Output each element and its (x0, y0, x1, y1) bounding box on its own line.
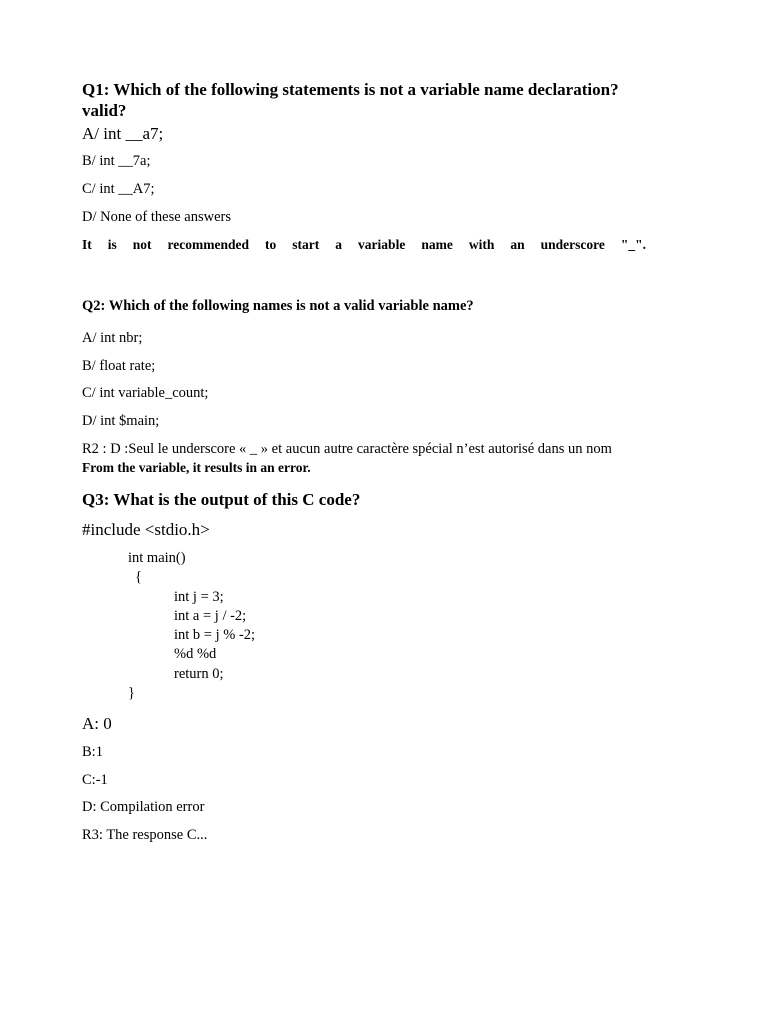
code-line: return 0; (174, 666, 224, 682)
code-line: int b = j % -2; (174, 627, 256, 643)
q3-option-c: C:-1 (82, 772, 108, 788)
code-close-brace: } (128, 685, 135, 701)
q1-option-a: A/ int __a7; (82, 124, 164, 143)
q3-answer: R3: The response C... (82, 827, 208, 843)
q2-answer-line1: R2 : D :Seul le underscore « _ » et aucun autre caractère spécial n’est autorisé dans un nom (82, 441, 612, 457)
q2-option-c: C/ int variable_count; (82, 385, 209, 401)
q3-option-d: D: Compilation error (82, 799, 205, 815)
code-include-line: #include <stdio.h> (82, 520, 210, 539)
q1-title-line1: Q1: Which of the following statements is not a variable name declaration? (82, 80, 619, 99)
q1-option-d: D/ None of these answers (82, 209, 231, 225)
q2-option-d: D/ int $main; (82, 413, 160, 429)
code-open-brace: { (135, 569, 142, 585)
q3-title: Q3: What is the output of this C code? (82, 490, 361, 509)
code-line: %d %d (174, 646, 217, 662)
q2-title: Q2: Which of the following names is not a valid variable name? (82, 298, 474, 314)
q3-option-a: A: 0 (82, 714, 112, 733)
q2-option-a: A/ int nbr; (82, 330, 143, 346)
q1-option-b: B/ int __7a; (82, 153, 151, 169)
code-main-signature: int main() (128, 550, 186, 566)
q1-title-line2: valid? (82, 101, 127, 120)
code-line: int a = j / -2; (174, 608, 247, 624)
q1-option-c: C/ int __A7; (82, 181, 155, 197)
q1-note: It is not recommended to start a variable name with an underscore "_". (82, 237, 646, 252)
q2-option-b: B/ float rate; (82, 358, 156, 374)
q2-answer-line2: From the variable, it results in an error. (82, 460, 311, 475)
q3-option-b: B:1 (82, 744, 103, 760)
code-line: int j = 3; (174, 589, 224, 605)
